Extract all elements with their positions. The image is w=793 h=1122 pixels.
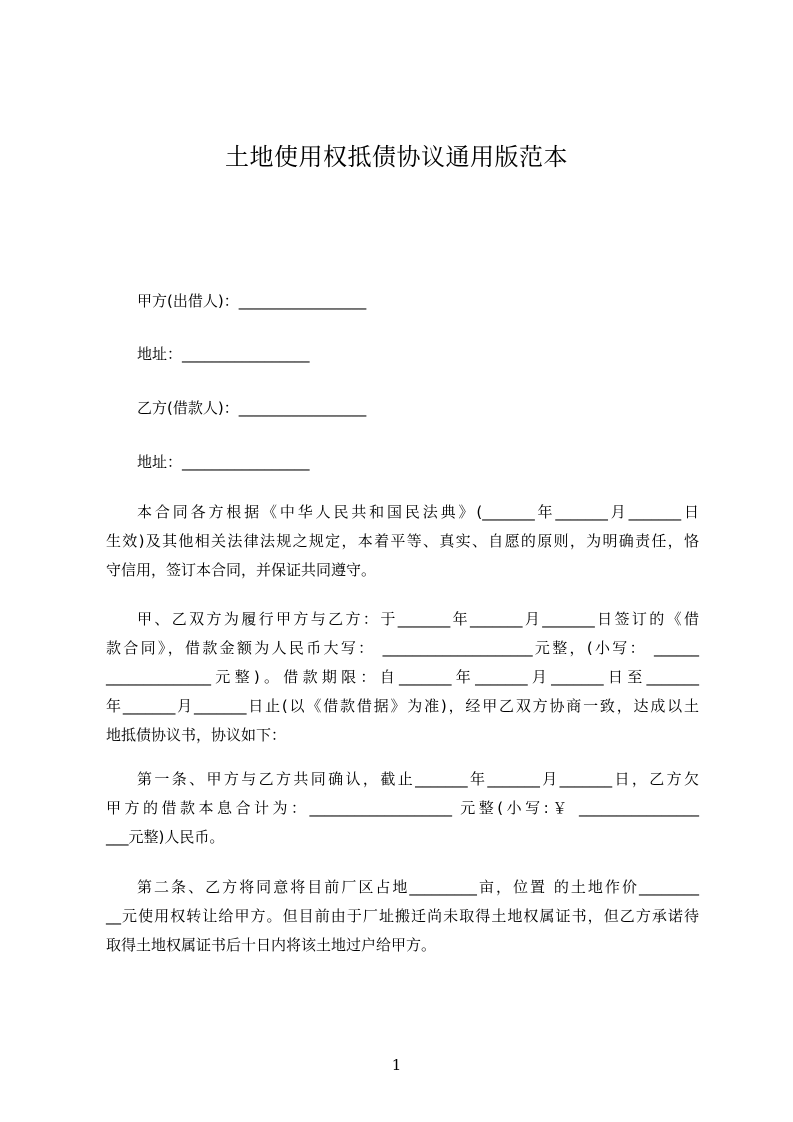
paragraph-loan-background xyxy=(106,605,699,750)
paragraph-line: 本合同各方根据《中华人民共和国民法典》(_______年_______月_______日 xyxy=(137,503,699,521)
paragraph-line: 年_______月_______日止(以《借款借据》为准)，经甲乙双方协商一致，达成以土 xyxy=(106,697,699,715)
party-b-address-field: 地址：_________________ xyxy=(137,453,310,471)
paragraph-line: 生效)及其他相关法律法规之规定，本着平等、真实、自愿的原则，为明确责任，恪 xyxy=(106,532,699,550)
paragraph-line: 第一条、甲方与乙方共同确认，截止_______年_______月_______日，乙方欠 xyxy=(137,770,699,788)
paragraph-line: 甲、乙双方为履行甲方与乙方：于_______年_______月_______日签订的《借 xyxy=(137,610,699,628)
paragraph-line: 款合同》，借款金额为人民币大写： ____________________元整，(小写： ______ xyxy=(106,639,699,657)
paragraph-line: 地抵债协议书，协议如下： xyxy=(106,726,287,744)
article-two xyxy=(106,873,699,960)
paragraph-line: 第二条、乙方将同意将目前厂区占地_________亩，位置 的土地作价________ xyxy=(137,878,699,896)
paragraph-line: ______________元整)。借款期限：自_______年_______月_______日至_______ xyxy=(106,668,699,686)
paragraph-line: 甲方的借款本息合计为：___________________ 元整(小写:￥ ________________ xyxy=(106,799,699,817)
document-title: 土地使用权抵债协议通用版范本 xyxy=(225,143,568,171)
paragraph-line: ___元整)人民币。 xyxy=(106,828,225,846)
article-one xyxy=(106,765,699,852)
paragraph-line: 守信用，签订本合同，并保证共同遵守。 xyxy=(106,561,377,579)
party-a-address-field: 地址：_________________ xyxy=(137,345,310,363)
paragraph-preamble xyxy=(106,498,699,585)
page-number: 1 xyxy=(391,1056,402,1074)
party-a-field: 甲方(出借人)：_________________ xyxy=(137,292,367,310)
paragraph-line: 取得土地权属证书后十日内将该土地过户给甲方。 xyxy=(106,936,437,954)
party-b-field: 乙方(借款人)：_________________ xyxy=(137,399,367,417)
paragraph-line: __元使用权转让给甲方。但目前由于厂址搬迁尚未取得土地权属证书，但乙方承诺待 xyxy=(106,907,699,925)
